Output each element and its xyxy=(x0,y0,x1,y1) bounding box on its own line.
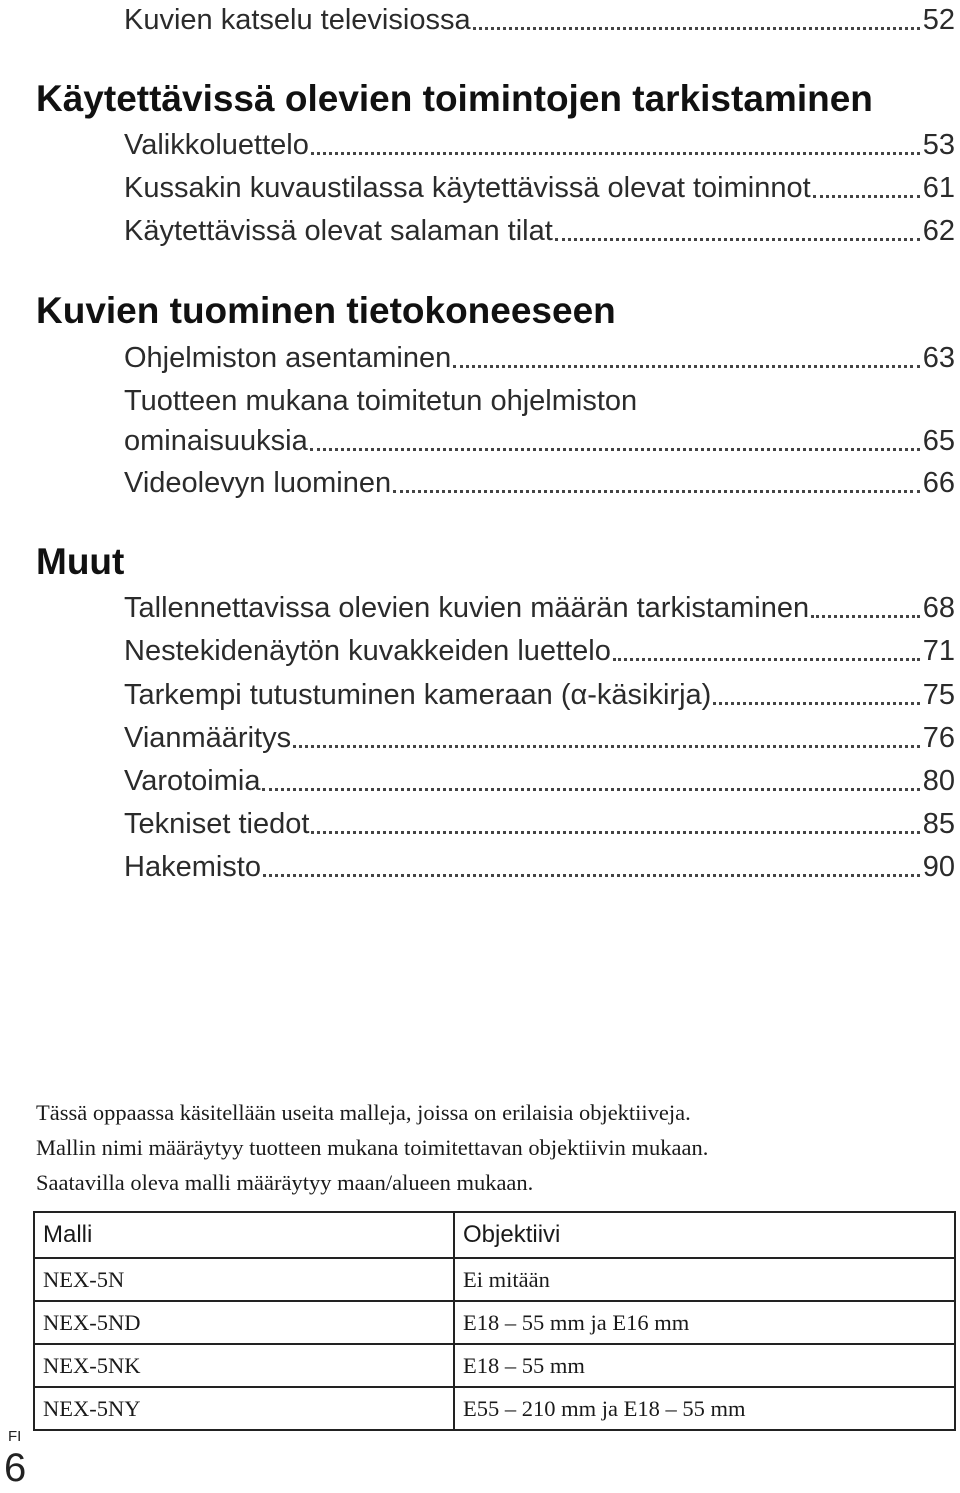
toc-entry-page: 65 xyxy=(922,425,955,457)
toc-entry-title: Nestekidenäytön kuvakkeiden luettelo xyxy=(124,635,611,667)
toc-entry-title: Tallennettavissa olevien kuvien määrän tarkistaminen xyxy=(124,592,810,624)
toc-entry-page: 52 xyxy=(922,4,955,36)
toc-entry-title-line1[interactable]: Tuotteen mukana toimitetun ohjelmiston xyxy=(124,385,638,417)
page-number: 6 xyxy=(4,1446,27,1490)
toc-entry-page: 85 xyxy=(922,808,955,840)
toc-entry-page: 75 xyxy=(922,679,955,711)
toc-entry-videolevyn-luominen[interactable] xyxy=(124,465,955,501)
toc-entry-ohjelmiston-asentaminen[interactable] xyxy=(124,340,955,376)
toc-entry-page: 80 xyxy=(922,765,955,797)
model-note xyxy=(36,1095,916,1200)
model-cell: NEX-5N xyxy=(34,1258,454,1301)
toc-entry-title: Varotoimia xyxy=(124,765,261,797)
section-heading-toiminnot: Käytettävissä olevien toimintojen tarkistaminen xyxy=(36,78,873,119)
dot-leader xyxy=(311,831,919,834)
toc-entry-title: Käytettävissä olevat salaman tilat xyxy=(124,215,553,247)
dot-leader xyxy=(310,448,920,451)
table-row xyxy=(34,1344,955,1387)
language-code: FI xyxy=(8,1428,22,1445)
section-heading-tietokone: Kuvien tuominen tietokoneeseen xyxy=(36,290,616,331)
dot-leader xyxy=(473,27,920,30)
table-header-row xyxy=(34,1212,955,1258)
toc-entry-salaman-tilat[interactable] xyxy=(124,213,955,249)
toc-entry-title: ominaisuuksia xyxy=(124,425,308,457)
dot-leader xyxy=(813,195,920,198)
model-cell: NEX-5NY xyxy=(34,1387,454,1430)
note-line: Tässä oppaassa käsitellään useita malleja, joissa on erilaisia objektiiveja. xyxy=(36,1100,691,1125)
lens-cell: E18 – 55 mm xyxy=(454,1344,955,1387)
toc-entry-valikkoluettelo[interactable] xyxy=(124,127,955,163)
toc-entry-title: Tarkempi tutustuminen kameraan (α-käsikirja) xyxy=(124,679,712,711)
toc-entry-title: Tekniset tiedot xyxy=(124,808,310,840)
lens-cell: E55 – 210 mm ja E18 – 55 mm xyxy=(454,1387,955,1430)
toc-entry-kuvien-maara[interactable] xyxy=(124,590,955,626)
toc-entry-title: Ohjelmiston asentaminen xyxy=(124,342,452,374)
column-header-malli: Malli xyxy=(34,1212,454,1258)
dot-leader xyxy=(311,152,920,155)
toc-entry-title: Videolevyn luominen xyxy=(124,467,392,499)
toc-entry-page: 90 xyxy=(922,851,955,883)
dot-leader xyxy=(713,702,919,705)
section-heading-muut: Muut xyxy=(36,541,125,582)
table-row xyxy=(34,1258,955,1301)
toc-entry-page: 53 xyxy=(922,129,955,161)
toc-entry-tekniset-tiedot[interactable] xyxy=(124,806,955,842)
table-row xyxy=(34,1387,955,1430)
toc-entry-kuvien-katselu[interactable] xyxy=(124,2,955,38)
toc-entry-varotoimia[interactable] xyxy=(124,763,955,799)
dot-leader xyxy=(393,490,920,493)
table-row xyxy=(34,1301,955,1344)
column-header-objektiivi: Objektiivi xyxy=(454,1212,955,1258)
toc-entry-kuvakkeiden-luettelo[interactable] xyxy=(124,633,955,669)
toc-entry-ohjelmiston-ominaisuuksia[interactable] xyxy=(124,423,955,459)
toc-entry-kuvaustilat[interactable] xyxy=(124,170,955,206)
toc-entry-vianmaaritys[interactable] xyxy=(124,720,955,756)
toc-entry-hakemisto[interactable] xyxy=(124,849,955,885)
model-cell: NEX-5ND xyxy=(34,1301,454,1344)
toc-entry-title: Valikkoluettelo xyxy=(124,129,309,161)
toc-entry-page: 71 xyxy=(922,635,955,667)
dot-leader xyxy=(613,658,920,661)
toc-entry-page: 62 xyxy=(922,215,955,247)
toc-entry-page: 63 xyxy=(922,342,955,374)
dot-leader xyxy=(453,365,920,368)
dot-leader xyxy=(811,615,920,618)
model-cell: NEX-5NK xyxy=(34,1344,454,1387)
toc-entry-title: Hakemisto xyxy=(124,851,261,883)
toc-entry-page: 61 xyxy=(922,172,955,204)
dot-leader xyxy=(555,238,920,241)
note-line: Saatavilla oleva malli määräytyy maan/alueen mukaan. xyxy=(36,1170,534,1195)
toc-entry-kasikirja[interactable] xyxy=(124,677,955,713)
toc-entry-title: Kuvien katselu televisiossa xyxy=(124,4,471,36)
toc-entry-page: 66 xyxy=(922,467,955,499)
note-line: Mallin nimi määräytyy tuotteen mukana toimitettavan objektiivin mukaan. xyxy=(36,1135,709,1160)
dot-leader xyxy=(262,788,919,791)
toc-entry-title: Vianmääritys xyxy=(124,722,292,754)
lens-cell: Ei mitään xyxy=(454,1258,955,1301)
dot-leader xyxy=(263,874,920,877)
toc-entry-title: Kussakin kuvaustilassa käytettävissä olevat toiminnot xyxy=(124,172,811,204)
toc-entry-page: 76 xyxy=(922,722,955,754)
dot-leader xyxy=(293,745,920,748)
model-lens-table xyxy=(33,1211,956,1431)
lens-cell: E18 – 55 mm ja E16 mm xyxy=(454,1301,955,1344)
toc-entry-page: 68 xyxy=(922,592,955,624)
